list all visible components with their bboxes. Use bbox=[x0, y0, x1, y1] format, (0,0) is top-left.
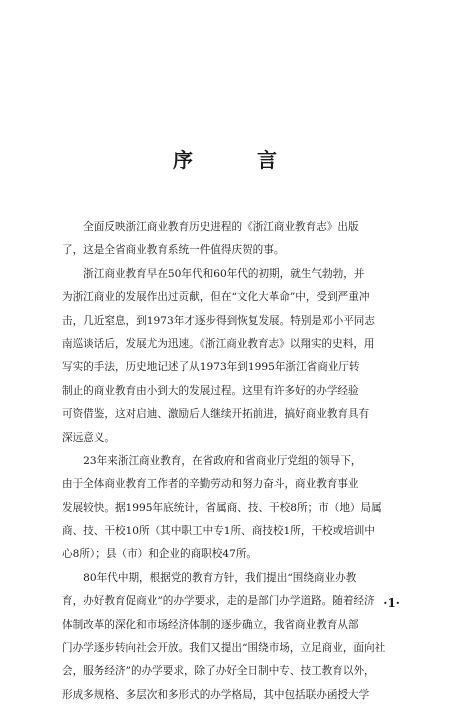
text-line: 体制改革的深化和市场经济体制的逐步确立，我省商业教育从部 bbox=[62, 618, 359, 631]
text-line: 形成多规格、多层次和多形式的办学格局，其中包括联办函授大学 bbox=[62, 688, 370, 701]
text-line: 击，几近窒息，到1973年才逐步得到恢复发展。特别是邓小平同志 bbox=[62, 314, 375, 327]
text-line: 门办学逐步转向社会开放。我们又提出“围绕市场，立足商业，面向社 bbox=[62, 642, 386, 655]
text-line: 写实的手法，历史地记述了从1973年到1995年浙江省商业厅转 bbox=[62, 361, 360, 374]
text-line: 制止的商业教育由小到大的发展过程。这里有许多好的办学经验 bbox=[62, 384, 359, 397]
page-title: 序 言 bbox=[173, 148, 299, 172]
text-line: 深远意义。 bbox=[62, 431, 115, 444]
body-text bbox=[62, 216, 402, 707]
text-line: 由于全体商业教育工作者的辛勤劳动和努力奋斗，商业教育事业 bbox=[62, 478, 359, 491]
text-line: 育，办好教育促商业”的办学要求，走的是部门办学道路。随着经济 bbox=[62, 595, 375, 608]
text-line: 会，服务经济”的办学要求，除了办好全日制中专、技工教育以外， bbox=[62, 665, 375, 678]
text-line: 23年来浙江商业教育，在省政府和省商业厅党组的领导下， bbox=[62, 454, 362, 467]
text-line: 80年代中期，根据党的教育方针，我们提出“围绕商业办教 bbox=[62, 571, 357, 584]
page-number: ·1· bbox=[383, 596, 400, 610]
text-line: 了，这是全省商业教育系统一件值得庆贺的事。 bbox=[62, 244, 285, 257]
text-line: 可资借鉴，这对启迪、激励后人继续开拓前进，搞好商业教育具有 bbox=[62, 408, 370, 421]
text-line: 全面反映浙江商业教育历史进程的《浙江商业教育志》出版 bbox=[62, 221, 359, 233]
text-line: 商、技、干校10所（其中职工中专1所、商技校1所，干校或培训中 bbox=[62, 525, 375, 538]
text-line: 浙江商业教育早在50年代和60年代的初期，就生气勃勃，并 bbox=[62, 267, 365, 280]
text-line: 心8所）；县（市）和企业的商职校47所。 bbox=[62, 548, 258, 561]
text-line: 发展较快。据1995年底统计，省属商、技、干校8所；市（地）局属 bbox=[62, 501, 382, 514]
text-line: 为浙江商业的发展作出过贡献，但在“文化大革命”中，受到严重冲 bbox=[62, 291, 370, 304]
text-line: 南巡谈话后，发展尤为迅速。《浙江商业教育志》以翔实的史料，用 bbox=[62, 337, 375, 350]
